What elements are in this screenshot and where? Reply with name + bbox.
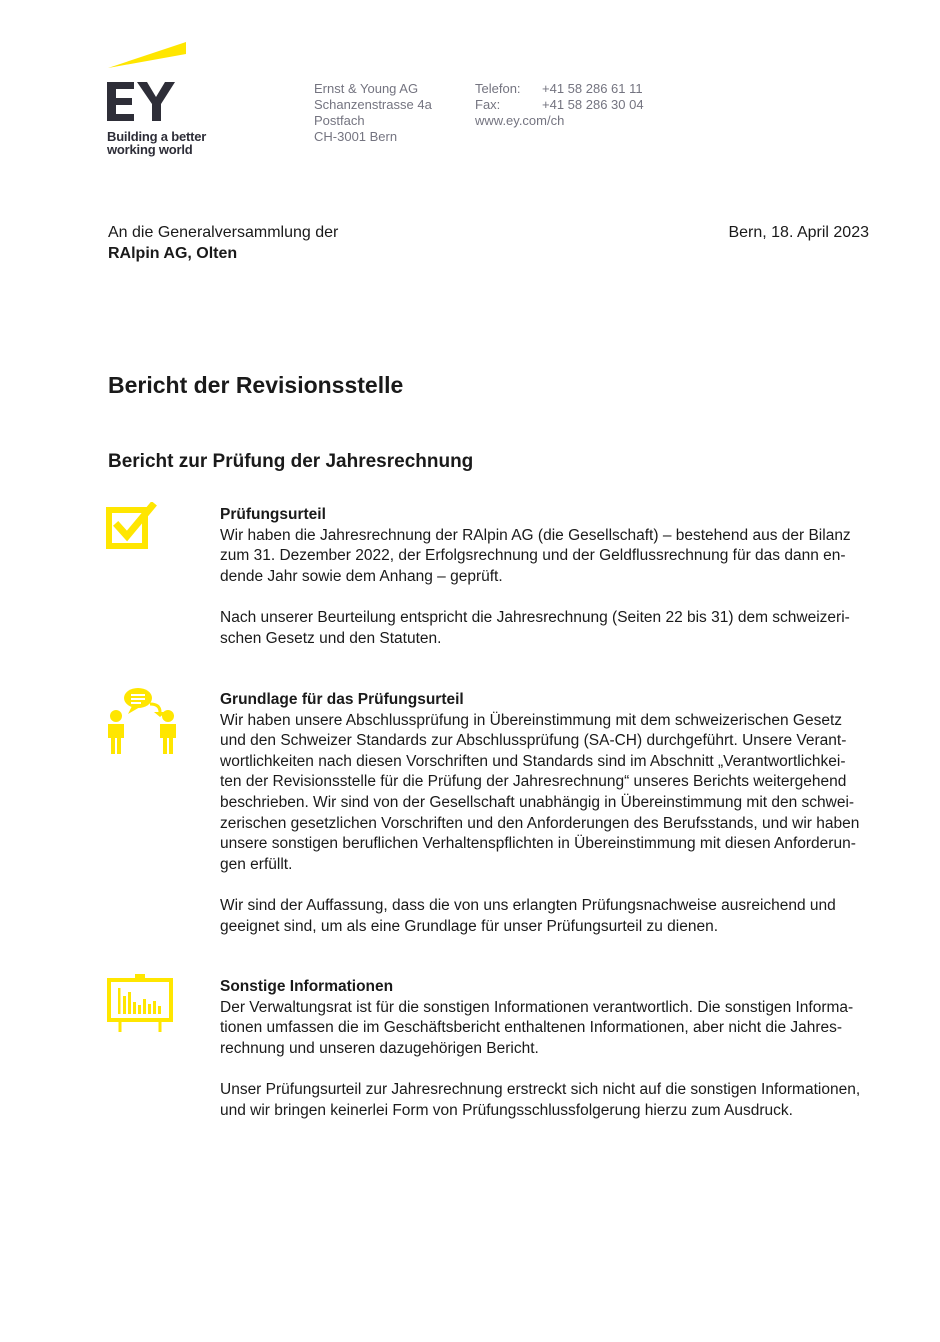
paragraph-line: Nach unserer Beurteilung entspricht die Jahresrechnung (Seiten 22 bis 31) dem schweizeri- <box>220 608 850 626</box>
paragraph-line: geeignet sind, um als eine Grundlage für unser Prüfungsurteil zu dienen. <box>220 917 719 935</box>
paragraph-line: zum 31. Dezember 2022, der Erfolgsrechnung und der Geldflussrechnung für das dann en- <box>220 547 846 565</box>
paragraph-line: zerischen gesetzlichen Vorschriften und den Anforderungen des Berufsstands, und wir haben <box>220 814 860 832</box>
section-title: Grundlage für das Prüfungsurteil <box>220 691 464 708</box>
discussion-people-icon <box>104 686 180 756</box>
recipient-line: An die Generalversammlung der <box>108 224 339 241</box>
phone-number: +41 58 286 61 11 <box>542 81 643 96</box>
paragraph-line: Wir haben unsere Abschlussprüfung in Übereinstimmung mit dem schweizerischen Gesetz <box>220 711 843 729</box>
phone-label: Telefon: <box>475 81 521 96</box>
company-address <box>314 81 432 145</box>
presentation-board-icon <box>106 974 174 1034</box>
paragraph-line: tionen umfassen die im Geschäftsbericht enthaltenen Informationen, aber nicht die Jahres- <box>220 1019 843 1037</box>
paragraph-line: gen erfüllt. <box>220 855 293 873</box>
website-link[interactable]: www.ey.com/ch <box>475 113 565 128</box>
section-sonstige-informationen <box>220 977 880 1121</box>
paragraph-line: Wir sind der Auffassung, dass die von uns erlangten Prüfungsnachweise ausreichend und <box>220 896 836 914</box>
paragraph-line: wortlichkeiten nach diesen Vorschriften und Standards sind im Abschnitt „Verantwortlichkei- <box>220 752 846 770</box>
paragraph-line: Wir haben die Jahresrechnung der RAlpin AG (die Gesellschaft) – bestehend aus der Bilanz <box>220 526 851 544</box>
paragraph-line: beschrieben. Wir sind von der Gesellschaft unabhängig in Übereinstimmung mit den schwei- <box>220 793 855 811</box>
section-pruefungsurteil <box>220 505 880 649</box>
ey-letters-icon <box>107 82 177 122</box>
paragraph-line: Unser Prüfungsurteil zur Jahresrechnung erstreckt sich nicht auf die sonstigen Informationen, <box>220 1080 861 1098</box>
section-grundlage <box>220 690 880 937</box>
paragraph-line: und wir bringen keinerlei Form von Prüfungsschlussfolgerung hierzu zum Ausdruck. <box>220 1101 793 1119</box>
paragraph-line: ten der Revisionsstelle für die Prüfung der Jahresrechnung“ unseres Berichts weitergehend <box>220 773 847 791</box>
address-line: Schanzenstrasse 4a <box>314 97 432 112</box>
address-line: Postfach <box>314 113 365 128</box>
address-line: CH-3001 Bern <box>314 129 398 144</box>
paragraph-line: rechnung und unseren dazugehörigen Bericht. <box>220 1039 539 1057</box>
letter-date: Bern, 18. April 2023 <box>728 224 869 241</box>
paragraph-line: unsere sonstigen beruflichen Verhaltenspflichten in Übereinstimmung mit diesen Anforderun- <box>220 835 856 853</box>
address-line: Ernst & Young AG <box>314 81 419 96</box>
report-title: Bericht der Revisionsstelle <box>108 372 404 398</box>
contact-info <box>475 81 644 129</box>
section-title: Prüfungsurteil <box>220 506 326 523</box>
paragraph-line: schen Gesetz und den Statuten. <box>220 629 442 647</box>
fax-number: +41 58 286 30 04 <box>542 97 644 112</box>
section-title: Sonstige Informationen <box>220 978 394 995</box>
recipient-company: RAlpin AG, Olten <box>108 245 238 262</box>
report-subtitle: Bericht zur Prüfung der Jahresrechnung <box>108 451 474 472</box>
checkbox-icon <box>106 502 158 550</box>
ey-logo <box>106 40 216 160</box>
paragraph-line: dende Jahr sowie dem Anhang – geprüft. <box>220 567 503 585</box>
ey-beam-icon <box>106 40 188 72</box>
tagline-line-2: working world <box>107 142 193 157</box>
paragraph-line: und den Schweizer Standards zur Abschlussprüfung (SA-CH) durchgeführt. Unsere Verant- <box>220 732 847 750</box>
tagline-line-1: Building a better <box>107 129 207 144</box>
recipient-block <box>108 222 338 264</box>
paragraph-line: Der Verwaltungsrat ist für die sonstigen Informationen verantwortlich. Die sonstigen Informa- <box>220 998 854 1016</box>
fax-label: Fax: <box>475 97 501 112</box>
